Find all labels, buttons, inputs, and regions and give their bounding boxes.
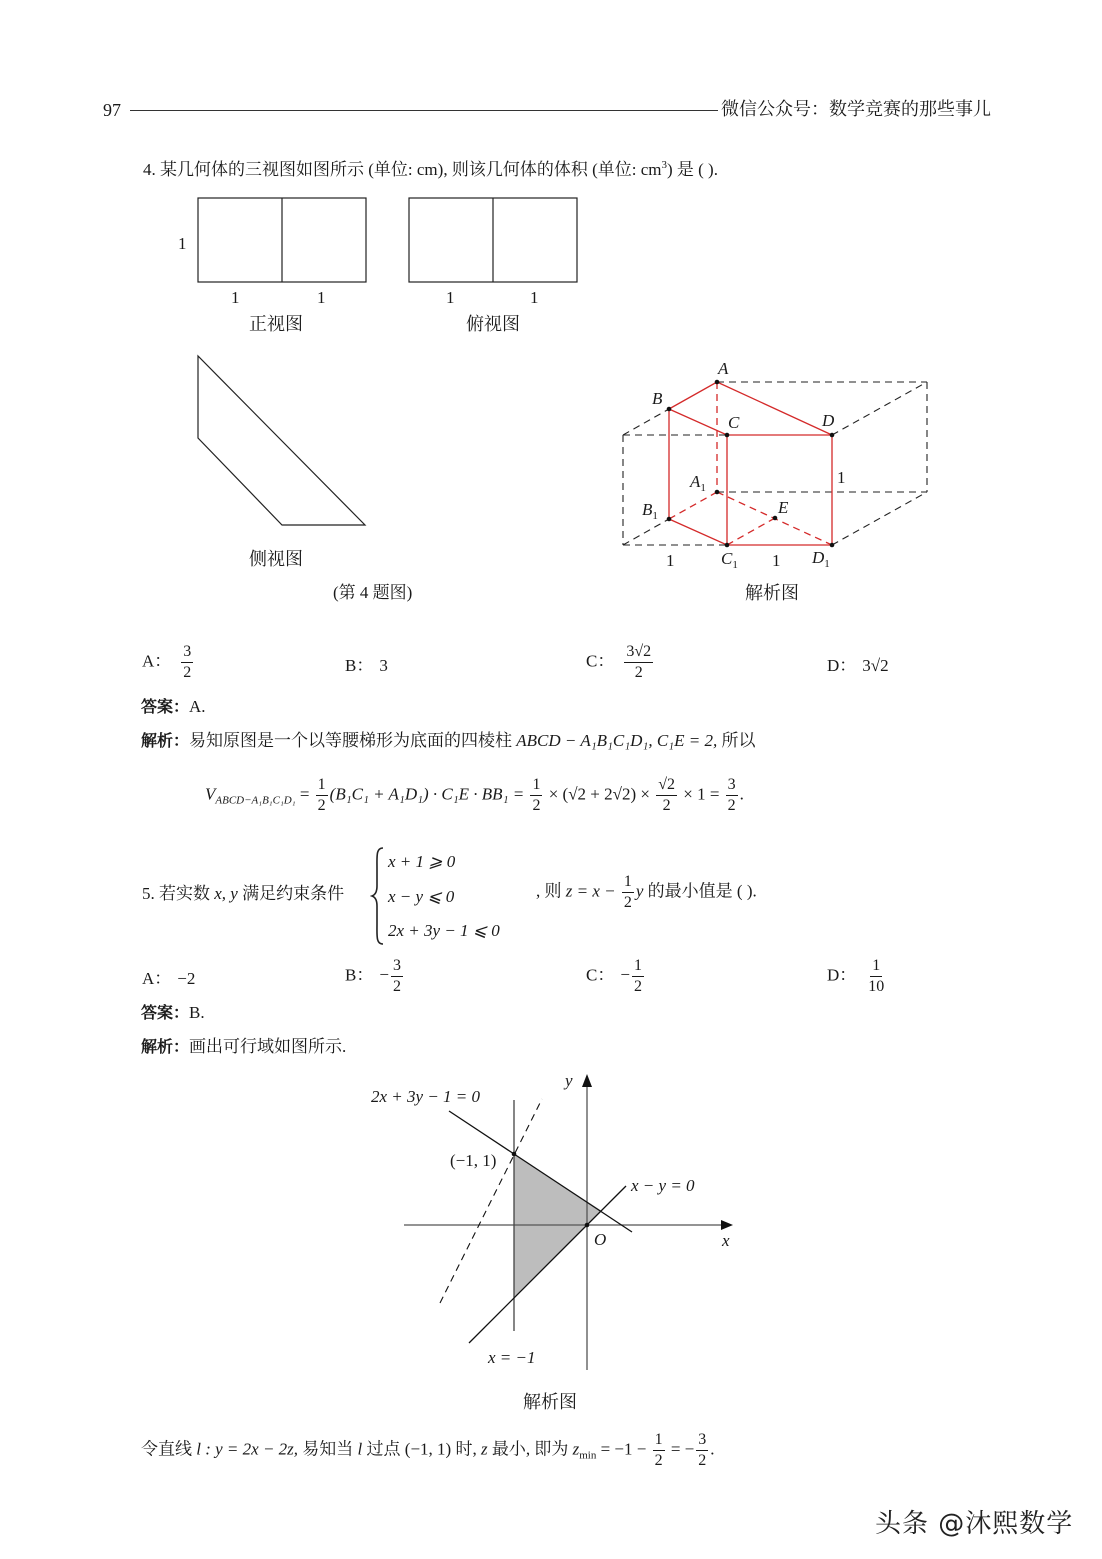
vertex-label-d1: $D_1$	[812, 548, 830, 570]
q5-conclusion: 令直线 l : y = 2x − 2z, 易知当 l 过点 (−1, 1) 时, z 最小, 即为 $z_{min} = -1$ − $\frac{1}{2}$ = − $\frac{3}{2}$ .	[141, 1431, 715, 1469]
vertex-label-b1: $B_1$	[642, 500, 658, 522]
graph-label-point: (−1, 1)	[450, 1151, 497, 1170]
front-view-label: 正视图	[249, 314, 303, 334]
q5-analysis: 解析：画出可行域如图所示.	[141, 1037, 347, 1056]
q5-option-c: C： − $\frac{1}{2}$	[586, 957, 642, 995]
q4-option-c: C： $\frac{3√2}{2}$	[586, 643, 652, 681]
header-source: 微信公众号：数学竞赛的那些事儿	[721, 99, 991, 119]
prism-figure-caption: 解析图	[745, 583, 799, 603]
vertex-label-d: D	[822, 411, 835, 430]
answer-value: A.	[189, 697, 206, 716]
front-view-height: 1	[178, 234, 187, 253]
q4-option-a: A： $\frac{3}{2}$	[142, 643, 192, 681]
constraint-2: x − y ⩽ 0	[388, 887, 455, 906]
graph-label-x-axis: x	[722, 1231, 730, 1250]
top-view-width-left: 1	[446, 288, 455, 307]
vertex-label-a1: $A_1$	[690, 472, 706, 494]
top-view-label: 俯视图	[466, 314, 520, 334]
dim-left-bottom: 1	[666, 551, 675, 570]
top-view-figure	[406, 195, 581, 285]
q5-option-d: D： $\frac{1}{10}$	[827, 957, 885, 995]
constraint-3: 2x + 3y − 1 ⩽ 0	[388, 921, 500, 940]
feasible-region-graph	[360, 1065, 750, 1385]
answer-value: B.	[189, 1003, 205, 1022]
analysis-label: 解析：	[141, 1037, 190, 1056]
vertex-label-c1: $C_1$	[721, 549, 738, 571]
side-view-figure	[190, 350, 375, 535]
vertex-label-e: E	[778, 498, 789, 517]
graph-label-y-axis: y	[565, 1071, 573, 1090]
graph-label-origin: O	[594, 1230, 607, 1249]
graph-label-line3: x = −1	[488, 1348, 536, 1367]
q4-figure-caption: (第 4 题图)	[333, 583, 413, 602]
q5-stem-right: , 则 z = x − $\frac{1}{2}$ y 的最小值是 ( ).	[536, 873, 757, 911]
front-view-figure	[195, 195, 370, 285]
header-rule	[130, 110, 718, 111]
constraint-1: x + 1 ⩾ 0	[388, 852, 456, 871]
graph-caption: 解析图	[523, 1392, 577, 1412]
q4-analysis: 解析：易知原图是一个以等腰梯形为底面的四棱柱 ABCD − A₁B₁C₁D₁, C₁E = 2, 所以	[141, 731, 756, 750]
q4-answer	[141, 697, 206, 717]
q4-stem-suffix: ) 是 ( ).	[666, 160, 718, 179]
q5-answer	[141, 1003, 205, 1023]
q4-volume-formula: $V_{ABCD-A_1B_1C_1D_1}$ = $\frac{1}{2}$ (B₁C₁ + A₁D₁) · C₁E · BB₁ = $\frac{1}{2}$ × (√2 + 2√2) × $\frac{√2}{2}$ × 1 = $\frac{3}{2}$ .	[205, 776, 744, 814]
vertex-label-a: A	[718, 359, 729, 378]
q4-option-b: B： 3	[345, 656, 388, 675]
q4-option-d: D： 3√2	[827, 656, 889, 675]
q4-stem-text: 4. 某几何体的三视图如图所示 (单位: cm), 则该几何体的体积 (单位: cm	[143, 160, 662, 179]
side-view-label: 侧视图	[249, 549, 303, 569]
front-view-width-right: 1	[317, 288, 326, 307]
q4-stem-sup: 3	[661, 159, 667, 171]
constraint-brace	[370, 846, 386, 946]
top-view-width-right: 1	[530, 288, 539, 307]
q5-option-b: B： − $\frac{3}{2}$	[345, 957, 401, 995]
vertex-label-c: C	[728, 413, 740, 432]
graph-label-line1: 2x + 3y − 1 = 0	[371, 1087, 481, 1106]
q5-option-a: A： −2	[142, 969, 196, 988]
q4-stem	[143, 155, 718, 180]
dim-middle-bottom: 1	[772, 551, 781, 570]
watermark: 头条 @沐熙数学	[875, 1509, 1074, 1539]
analysis-label: 解析：	[141, 731, 190, 750]
dim-right-side: 1	[837, 468, 846, 487]
vertex-label-b: B	[652, 389, 663, 408]
answer-label: 答案：	[141, 697, 190, 716]
q5-stem-left: 5. 若实数 x, y 满足约束条件	[142, 884, 345, 903]
answer-label: 答案：	[141, 1003, 190, 1022]
page-number: 97	[103, 100, 121, 120]
front-view-width-left: 1	[231, 288, 240, 307]
graph-label-line2: x − y = 0	[631, 1176, 695, 1195]
